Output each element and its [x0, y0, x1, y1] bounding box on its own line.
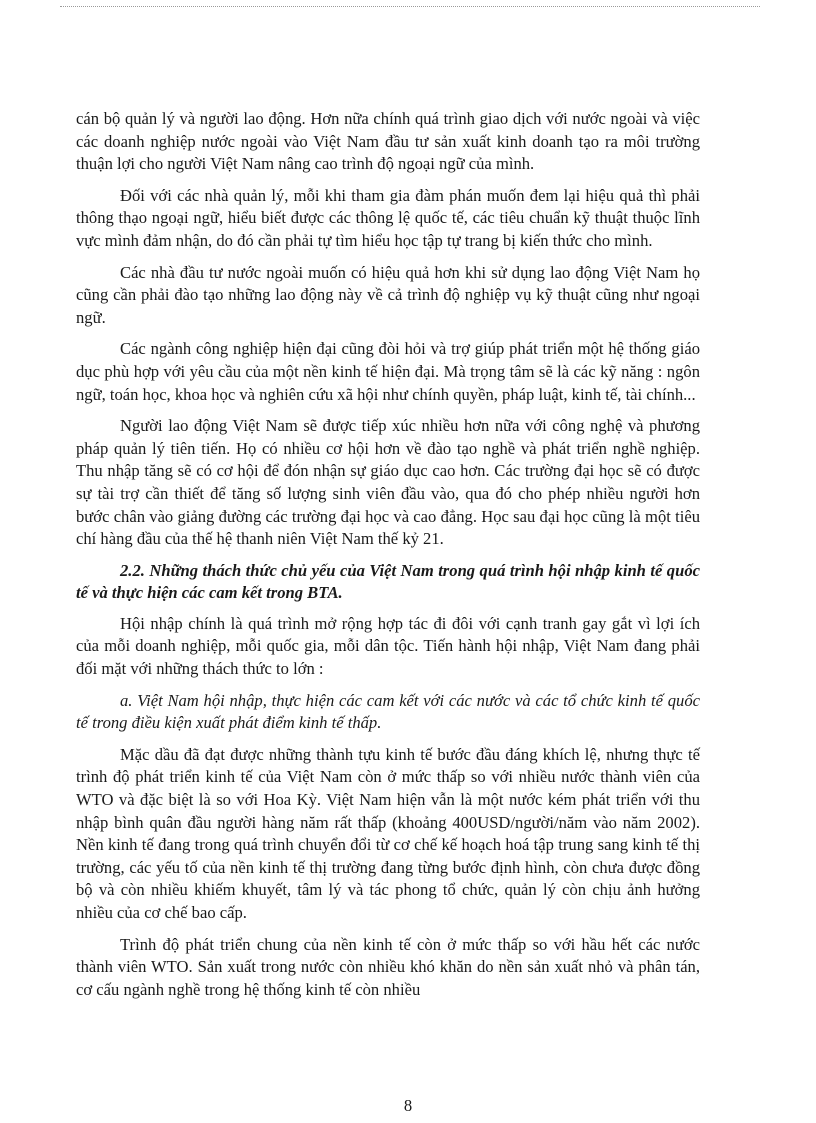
page-number: 8: [403, 1096, 413, 1115]
paragraph-continuation: cán bộ quản lý và người lao động. Hơn nữa chính quá trình giao dịch với nước ngoài và việc các doanh nghiệp nước ngoài vào Việt Nam đầu tư sản xuất kinh doanh tạo ra môi trường thuận lợi cho người Việt Nam nâng cao trình độ ngoại ngữ của mình.: [76, 109, 700, 174]
section-heading: 2.2. Những thách thức chủ yếu của Việt Nam trong quá trình hội nhập kinh tế quốc tế và thực hiện các cam kết trong BTA.: [76, 560, 700, 603]
paragraph-a1: Mặc dầu đã đạt được những thành tựu kinh tế bước đầu đáng khích lệ, nhưng thực tế trình độ phát triển kinh tế của Việt Nam còn ở mức thấp so với nhiều nước thành viên của WTO và đặc biệt là so với Hoa Kỳ. Việt Nam hiện vẫn là một nước kém phát triển với thu nhập bình quân đầu người hàng năm rất thấp (khoảng 400USD/người/năm vào năm 2002). Nền kinh tế đang trong quá trình chuyển đổi từ cơ chế kế hoạch hoá tập trung sang kinh tế thị trường, các yếu tố của nền kinh tế thị trường đang từng bước định hình, còn chưa được đồng bộ và còn nhiều khiếm khuyết, tâm lý và tác phong tổ chức, quản lý còn chịu ảnh hưởng nhiều của cơ chế bao cấp.: [76, 744, 700, 922]
paragraph-managers: Đối với các nhà quản lý, mỗi khi tham gia đàm phán muốn đem lại hiệu quả thì phải thông thạo ngoại ngữ, hiểu biết được các thông lệ quốc tế, các tiêu chuẩn kỹ thuật thuộc lĩnh vực mình đảm nhận, do đó cần phải tự tìm hiểu học tập tự trang bị kiến thức cho mình.: [76, 185, 700, 250]
section-intro: Hội nhập chính là quá trình mở rộng hợp tác đi đôi với cạnh tranh gay gắt vì lợi ích của mỗi doanh nghiệp, mỗi quốc gia, mỗi dân tộc. Tiến hành hội nhập, Việt Nam đang phải đối mặt với những thách thức to lớn :: [76, 613, 700, 679]
paragraph-industries: Các ngành công nghiệp hiện đại cũng đòi hỏi và trợ giúp phát triển một hệ thống giáo dục phù hợp với yêu cầu của một nền kinh tế hiện đại. Mà trọng tâm sẽ là các kỹ năng : ngôn ngữ, toán học, khoa học và nghiên cứu xã hội như chính quyền, pháp luật, kinh tế, tài chính...: [76, 339, 700, 404]
header-rule: [60, 6, 760, 7]
page-body: [76, 108, 700, 1010]
paragraph-investors: Các nhà đầu tư nước ngoài muốn có hiệu quả hơn khi sử dụng lao động Việt Nam họ cũng cần phải đào tạo những lao động này về cả trình độ nghiệp vụ kỹ thuật cũng như ngoại ngữ.: [76, 262, 700, 327]
subheading-a: a. Việt Nam hội nhập, thực hiện các cam kết với các nước và các tổ chức kinh tế quốc tế trong điều kiện xuất phát điểm kinh tế thấp.: [76, 690, 700, 733]
paragraph-workers: Người lao động Việt Nam sẽ được tiếp xúc nhiều hơn nữa với công nghệ và phương pháp quản lý tiên tiến. Họ có nhiều cơ hội hơn về đào tạo nghề và phát triển nghề nghiệp. Thu nhập tăng sẽ có cơ hội để đón nhận sự giáo dục cao hơn. Các trường đại học sẽ có được sự tài trợ cần thiết để tăng số lượng sinh viên đầu vào, qua đó cho phép nhiều người hơn bước chân vào giảng đường các trường đại học và cao đẳng. Học sau đại học cũng là một tiêu chí hàng đầu của thế hệ thanh niên Việt Nam thế kỷ 21.: [76, 416, 700, 549]
paragraph-a2: Trình độ phát triển chung của nền kinh tế còn ở mức thấp so với hầu hết các nước thành viên WTO. Sản xuất trong nước còn nhiều khó khăn do nền sản xuất nhỏ và phân tán, cơ cấu ngành nghề trong hệ thống kinh tế còn nhiều: [76, 934, 700, 999]
